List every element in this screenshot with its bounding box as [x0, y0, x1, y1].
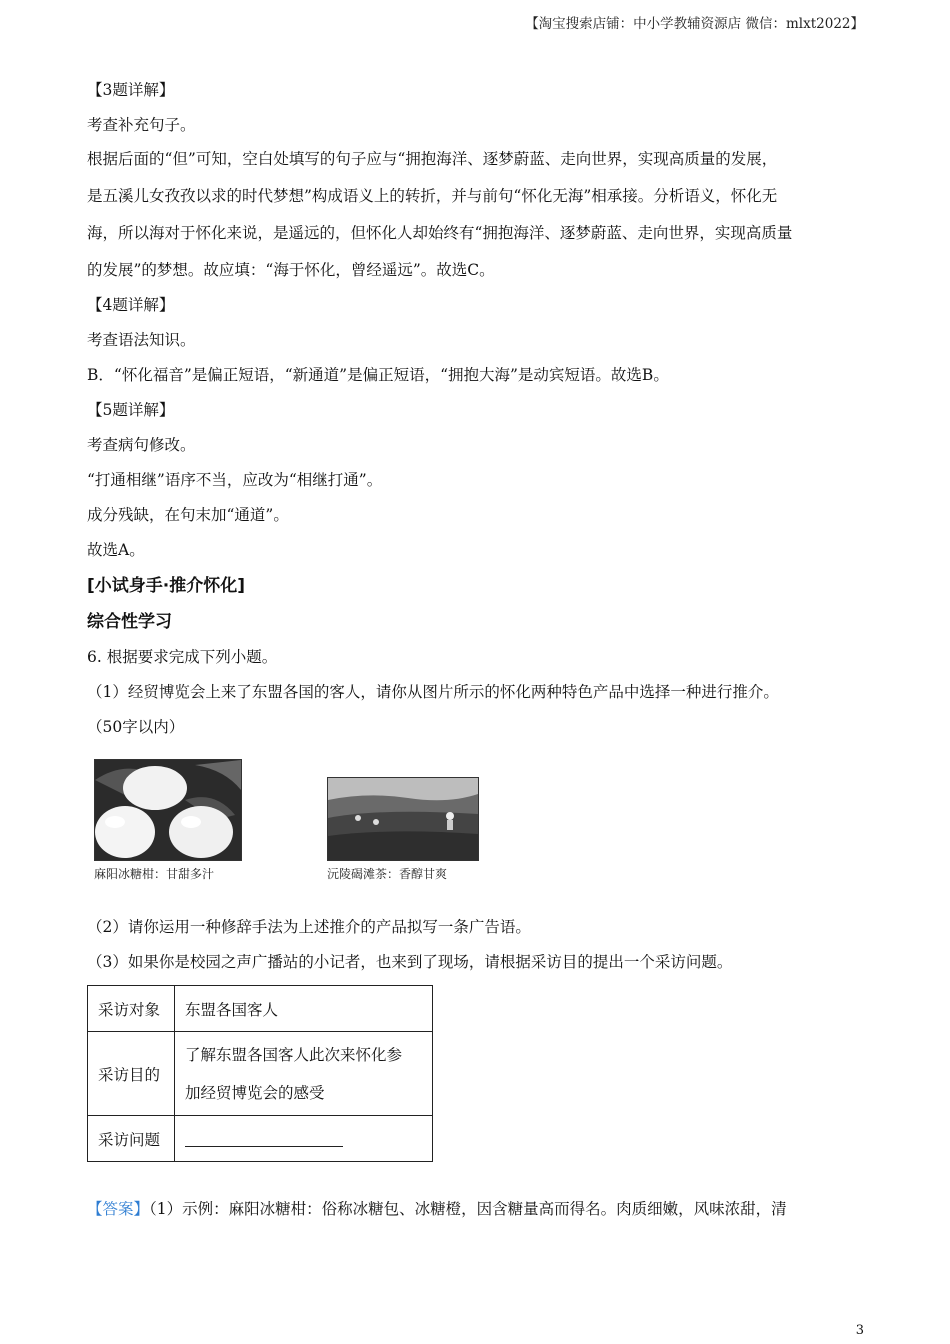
row-value: 东盟各国客人 [175, 986, 433, 1032]
q6-sub1-note: （50字以内） [87, 718, 185, 736]
document-body [87, 78, 867, 1222]
q5-line: “打通相继”语序不当，应改为“相继打通”。 [87, 471, 383, 489]
answer-blank-line [185, 1132, 343, 1147]
row-value [175, 1032, 433, 1116]
product-images [87, 759, 867, 899]
orange-illustration [95, 760, 241, 860]
image-caption: 沅陵碣滩茶：香醇甘爽 [327, 867, 448, 881]
row-value-line: 加经贸博览会的感受 [185, 1083, 325, 1102]
q5-line: 故选A。 [87, 541, 145, 559]
q6-sub2: （2）请你运用一种修辞手法为上述推介的产品拟写一条广告语。 [87, 918, 531, 936]
q5-line: 成分残缺，在句末加“通道”。 [87, 506, 289, 524]
q4-text: B．“怀化福音”是偏正短语，“新通道”是偏正短语，“拥抱大海”是动宾短语。故选B。 [87, 366, 669, 384]
q3-line: 海，所以海对于怀化来说，是遥远的，但怀化人却始终有“拥抱海洋、逐梦蔚蓝、走向世界，实现高质量 [87, 224, 793, 242]
tea-photo [327, 777, 479, 861]
page-header: 【淘宝搜索店铺：中小学教辅资源店 微信：mlxt2022】 [525, 16, 864, 32]
q5-title: 【5题详解】 [87, 401, 175, 419]
q5-topic: 考查病句修改。 [87, 436, 196, 454]
table-row [88, 1032, 433, 1116]
q3-topic: 考查补充句子。 [87, 116, 196, 134]
q6-sub1: （1）经贸博览会上来了东盟各国的客人，请你从图片所示的怀化两种特色产品中选择一种进行推介。 [87, 683, 779, 701]
q3-line: 的发展”的梦想。故应填：“海于怀化，曾经遥远”。故选C。 [87, 261, 495, 279]
orange-photo [94, 759, 242, 861]
image-mayang-orange [94, 759, 242, 882]
row-label: 采访对象 [88, 986, 175, 1032]
q3-line: 是五溪儿女孜孜以求的时代梦想”构成语义上的转折，并与前句“怀化无海”相承接。分析语义，怀化无 [87, 187, 778, 205]
table-row [88, 1116, 433, 1162]
tea-field-illustration [328, 778, 478, 860]
row-value-line: 了解东盟各国客人此次来怀化参 [185, 1045, 403, 1064]
q3-title: 【3题详解】 [87, 81, 175, 99]
q4-title: 【4题详解】 [87, 296, 175, 314]
q4-topic: 考查语法知识。 [87, 331, 196, 349]
row-label: 采访问题 [88, 1116, 175, 1162]
image-yuanling-tea [327, 777, 479, 882]
answer-blank-cell[interactable] [175, 1116, 433, 1162]
image-caption: 麻阳冰糖柑：甘甜多汁 [94, 867, 215, 881]
row-label: 采访目的 [88, 1032, 175, 1116]
q3-explanation [87, 141, 867, 289]
page-number: 3 [855, 1323, 864, 1338]
section-subheading: 综合性学习 [87, 612, 172, 632]
section-heading: [小试身手·推介怀化] [87, 576, 245, 596]
interview-table [87, 985, 433, 1162]
q3-line: 根据后面的“但”可知，空白处填写的句子应与“拥抱海洋、逐梦蔚蓝、走向世界，实现高质量的发展， [87, 150, 778, 168]
q6-stem: 6. 根据要求完成下列小题。 [87, 648, 278, 666]
answer-tag: 【答案】 [87, 1200, 150, 1218]
table-row [88, 986, 433, 1032]
answer-line [87, 1196, 867, 1222]
q6-sub3: （3）如果你是校园之声广播站的小记者，也来到了现场，请根据采访目的提出一个采访问题。 [87, 953, 733, 971]
answer-text: （1）示例：麻阳冰糖柑：俗称冰糖包、冰糖橙，因含糖量高而得名。肉质细嫩，风味浓甜，清 [149, 1200, 787, 1218]
